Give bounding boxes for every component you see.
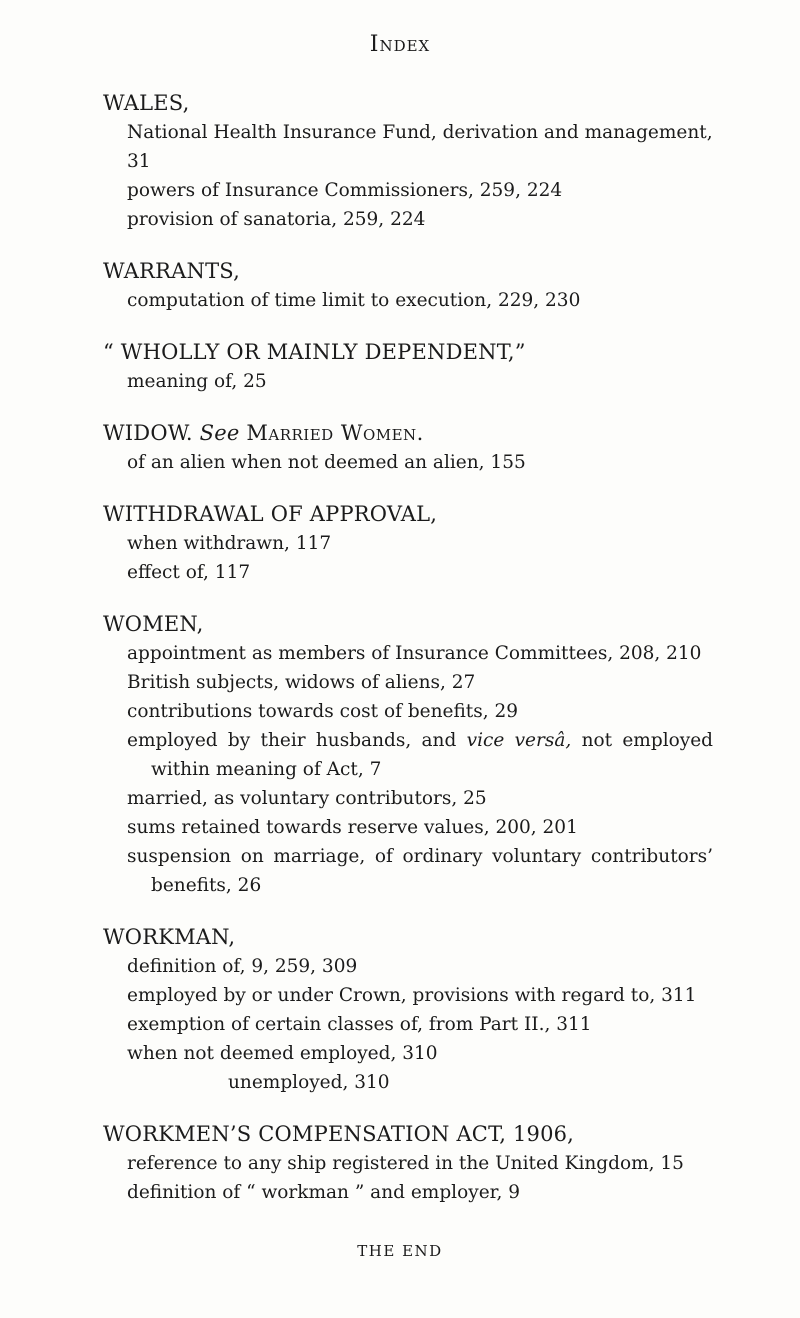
sub-entry: computation of time limit to execution, 229, 230 [127,290,581,311]
see-reference-label: See [199,421,240,445]
sub-entry: when withdrawn, 117 [127,533,332,554]
sub-entry [103,726,713,784]
sub-entry: appointment as members of Insurance Committees, 208, 210 [127,643,702,664]
sub-entry: meaning of, 25 [127,371,267,392]
sub-entry: married, as voluntary contributors, 25 [127,788,487,809]
sub-entry: powers of Insurance Commissioners, 259, 224 [127,180,563,201]
entry-heading: WITHDRAWAL OF APPROVAL, [103,502,438,526]
index-entries [103,88,713,1229]
index-entry [103,1119,713,1207]
sub-entry: employed by or under Crown, provisions with regard to, 311 [127,985,697,1006]
sub-entry: exemption of certain classes of, from Part II., 311 [127,1014,592,1035]
sub-entry: definition of “ workman ” and employer, 9 [127,1182,520,1203]
entry-heading: WALES, [103,91,190,115]
entry-heading [103,418,713,448]
entry-heading: “ WHOLLY OR MAINLY DEPENDENT,” [103,340,526,364]
sub-entry: provision of sanatoria, 259, 224 [127,209,426,230]
entry-heading: WORKMEN’S COMPENSATION ACT, 1906, [103,1122,575,1146]
sub-entry: sums retained towards reserve values, 200, 201 [127,817,578,838]
heading-word: WIDOW. [103,421,193,445]
italic-phrase: vice versâ, [466,730,572,751]
entry-heading: WARRANTS, [103,259,240,283]
index-entry [103,88,713,234]
running-head: Index [369,32,431,57]
sub-entry: contributions towards cost of benefits, 29 [127,701,519,722]
entry-heading: WORKMAN, [103,925,236,949]
sub-entry: of an alien when not deemed an alien, 155 [127,452,526,473]
sub-entry: reference to any ship registered in the United Kingdom, 15 [127,1153,684,1174]
index-entry [103,337,713,396]
sub-entry-text: not employed within meaning of Act, 7 [151,730,713,780]
index-entry [103,499,713,587]
sub-entry: British subjects, widows of aliens, 27 [127,672,476,693]
sub-entry: National Health Insurance Fund, derivation and management, 31 [127,122,713,172]
sub-entry: when not deemed employed, 310 [127,1043,438,1064]
index-entry [103,609,713,900]
index-entry [103,256,713,315]
sub-entry: definition of, 9, 259, 309 [127,956,358,977]
entry-heading: WOMEN, [103,612,204,636]
index-entry [103,922,713,1097]
sub-entry: unemployed, 310 [228,1072,390,1093]
sub-entry: effect of, 117 [127,562,251,583]
cross-reference: Married Women. [246,421,424,445]
sub-entry: suspension on marriage, of ordinary voluntary contributors’ benefits, 26 [127,846,713,896]
sub-entry-text: employed by their husbands, and [127,730,467,751]
index-entry [103,418,713,477]
the-end-label: THE END [357,1242,443,1260]
